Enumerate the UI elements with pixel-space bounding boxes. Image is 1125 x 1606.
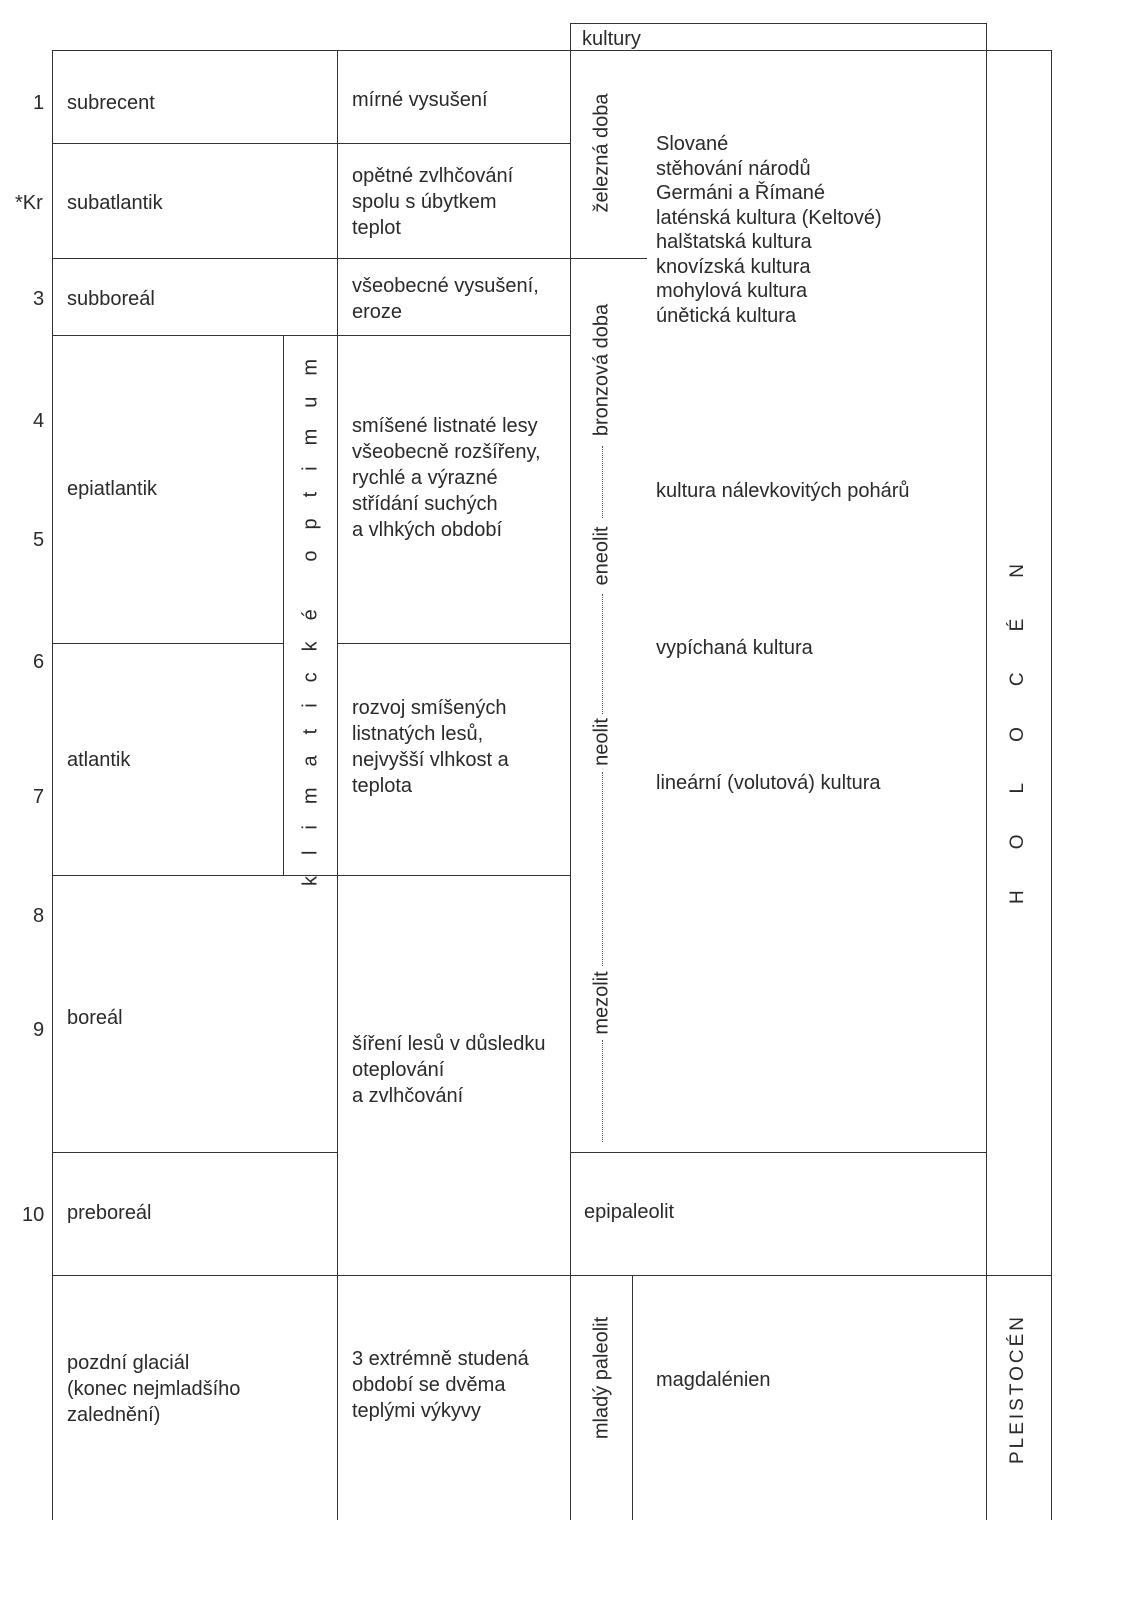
cultures-header: kultury bbox=[582, 28, 641, 50]
series-pleistocene: PLEISTOCÉN bbox=[1007, 1313, 1028, 1465]
text-line: (konec nejmladšího bbox=[67, 1378, 241, 1400]
climate-late-glacial bbox=[352, 1346, 529, 1424]
epoch-iron-age: železná doba bbox=[590, 93, 613, 213]
culture-item: laténská kultura (Keltové) bbox=[656, 206, 882, 229]
culture-linear: lineární (volutová) kultura bbox=[656, 772, 881, 794]
series-holocene: HOLOCÉN bbox=[1007, 523, 1028, 904]
epoch-upper-paleolithic: mladý paleolit bbox=[590, 1316, 613, 1440]
text-line: všeobecné vysušení, bbox=[352, 275, 539, 297]
text-line: šíření lesů v důsledku bbox=[352, 1033, 546, 1055]
text-line: rychlé a výrazné bbox=[352, 467, 498, 489]
climate-atlantik bbox=[352, 695, 509, 799]
climate-subboreal bbox=[352, 273, 539, 325]
climate-subatlantik bbox=[352, 163, 513, 241]
text-line: střídání suchých bbox=[352, 493, 498, 515]
scale-mark: 1 bbox=[33, 92, 45, 114]
text-line: oteplování bbox=[352, 1059, 445, 1081]
text-line: smíšené listnaté lesy bbox=[352, 415, 538, 437]
text-line: teplot bbox=[352, 217, 401, 239]
culture-funnel-beaker: kultura nálevkovitých pohárů bbox=[656, 480, 910, 502]
epoch-divider bbox=[602, 446, 603, 518]
culture-item: stěhování národů bbox=[656, 157, 811, 180]
text-line: pozdní glaciál bbox=[67, 1352, 190, 1374]
culture-item: halštatská kultura bbox=[656, 231, 812, 253]
text-line: teplými výkyvy bbox=[352, 1400, 481, 1422]
period-preboreal: preboreál bbox=[67, 1202, 152, 1224]
scale-mark: 7 bbox=[33, 786, 45, 808]
period-late-glacial bbox=[67, 1350, 240, 1428]
scale-mark: 6 bbox=[33, 651, 45, 673]
text-line: období se dvěma bbox=[352, 1374, 506, 1396]
scale-mark: 8 bbox=[33, 905, 45, 927]
text-line: zalednění) bbox=[67, 1404, 161, 1426]
climate-epiatlantik bbox=[352, 413, 541, 543]
text-line: opětné zvlhčování bbox=[352, 165, 514, 187]
text-line: všeobecně rozšířeny, bbox=[352, 441, 541, 463]
epoch-mesolithic: mezolit bbox=[590, 971, 613, 1035]
culture-item: knovízská kultura bbox=[656, 255, 811, 278]
period-atlantik: atlantik bbox=[67, 749, 131, 771]
epoch-divider bbox=[602, 1040, 603, 1142]
text-line: eroze bbox=[352, 301, 403, 323]
cultures-late-list bbox=[656, 132, 882, 328]
culture-item: Slované bbox=[656, 133, 729, 155]
text-line: 3 extrémně studená bbox=[352, 1348, 529, 1370]
text-line: teplota bbox=[352, 775, 413, 797]
period-subrecent: subrecent bbox=[67, 92, 155, 114]
text-line: spolu s úbytkem bbox=[352, 191, 497, 213]
text-line: a zvlhčování bbox=[352, 1085, 464, 1107]
epoch-divider bbox=[602, 594, 603, 714]
period-subatlantik: subatlantik bbox=[67, 192, 163, 214]
climate-subrecent bbox=[352, 87, 488, 113]
culture-item: mohylová kultura bbox=[656, 280, 808, 302]
epoch-eneolithic: eneolit bbox=[590, 526, 613, 586]
period-subboreal: subboreál bbox=[67, 288, 155, 310]
scale-mark: 5 bbox=[33, 529, 45, 551]
text-line: a vlhkých období bbox=[352, 519, 503, 541]
scale-mark: 4 bbox=[33, 410, 45, 432]
scale-mark: 3 bbox=[33, 288, 45, 310]
scale-mark: *Kr bbox=[15, 192, 43, 214]
culture-item: Germáni a Římané bbox=[656, 182, 825, 204]
period-epiatlantik: epiatlantik bbox=[67, 478, 158, 500]
epoch-neolithic: neolit bbox=[590, 718, 613, 766]
climate-boreal bbox=[352, 1031, 545, 1109]
text-line: nejvyšší vlhkost a bbox=[352, 749, 509, 771]
text-line: listnatých lesů, bbox=[352, 723, 484, 745]
epoch-epipaleolithic: epipaleolit bbox=[584, 1201, 675, 1223]
text-line: mírné vysušení bbox=[352, 89, 488, 111]
epoch-bronze-age: bronzová doba bbox=[590, 303, 613, 437]
scale-mark: 10 bbox=[22, 1204, 45, 1226]
epoch-divider bbox=[602, 772, 603, 966]
text-line: rozvoj smíšených bbox=[352, 697, 507, 719]
culture-item: únětická kultura bbox=[656, 304, 797, 327]
culture-magdalenian: magdalénien bbox=[656, 1369, 771, 1391]
scale-mark: 9 bbox=[33, 1019, 45, 1041]
period-boreal: boreál bbox=[67, 1007, 123, 1029]
climatic-optimum-label: klimatické optimum bbox=[299, 337, 322, 887]
culture-stroked-pottery: vypíchaná kultura bbox=[656, 637, 813, 659]
